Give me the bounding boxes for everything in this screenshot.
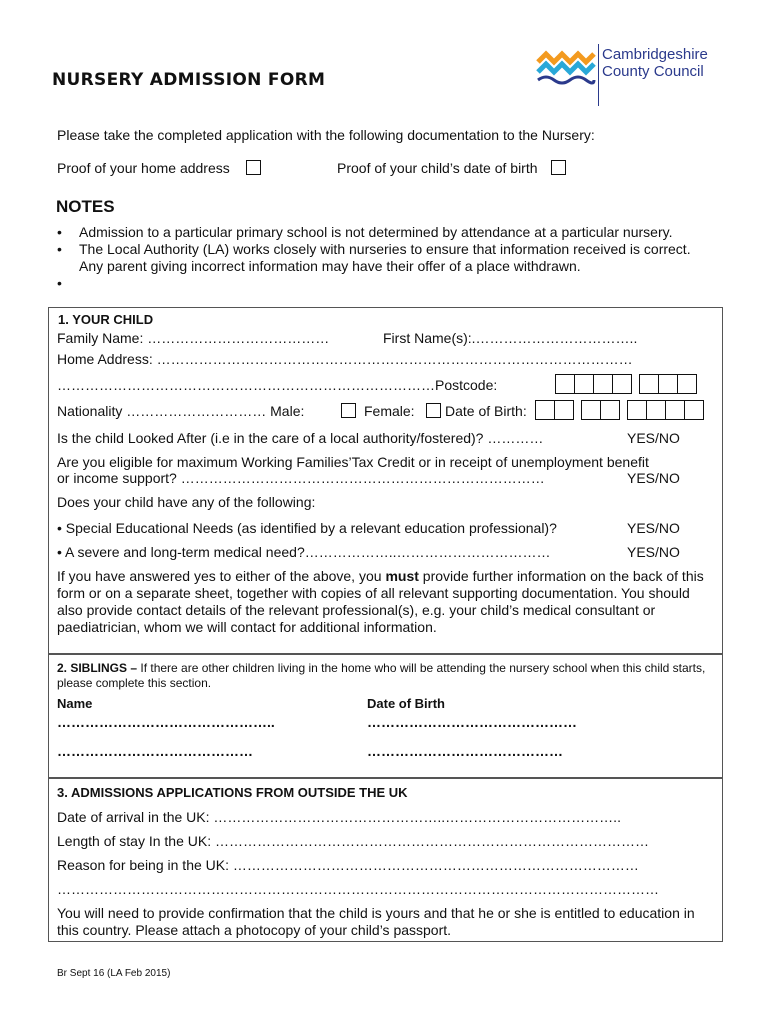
reason-field[interactable]: Reason for being in the UK: …………………………………………………………………………… bbox=[57, 857, 639, 873]
sen-answer[interactable]: YES/NO bbox=[627, 520, 680, 536]
following-question: Does your child have any of the following: bbox=[57, 494, 316, 510]
form-title: NURSERY ADMISSION FORM bbox=[52, 70, 326, 90]
female-checkbox[interactable] bbox=[426, 403, 441, 418]
para-bold: must bbox=[385, 568, 419, 584]
medical-label: A severe and long-term medical need?………………..…………………………… bbox=[65, 544, 551, 560]
proof-dob bbox=[337, 160, 566, 176]
proof-address-label: Proof of your home address bbox=[57, 160, 230, 176]
section-your-child bbox=[48, 307, 723, 654]
section1-heading: 1. YOUR CHILD bbox=[58, 312, 154, 327]
sibling-dob-header: Date of Birth bbox=[367, 696, 445, 711]
sen-question: • Special Educational Needs (as identified by a relevant education professional)? bbox=[57, 520, 557, 536]
first-names-field[interactable]: First Name(s):.…………………………….. bbox=[383, 330, 638, 346]
postcode-grid[interactable] bbox=[556, 374, 697, 394]
wtc-answer[interactable]: YES/NO bbox=[627, 470, 680, 486]
home-address-field[interactable]: Home Address: ………………………………………………………………………………………… bbox=[57, 351, 633, 367]
notes-heading: NOTES bbox=[56, 197, 115, 216]
footer-ref: Br Sept 16 (LA Feb 2015) bbox=[57, 968, 171, 979]
proof-dob-label: Proof of your child’s date of birth bbox=[337, 160, 538, 176]
note-item: • Admission to a particular primary school is not determined by attendance at a particular nursery. bbox=[57, 224, 717, 241]
council-logo-icon bbox=[536, 48, 596, 88]
proof-address-checkbox[interactable] bbox=[246, 160, 261, 175]
female-label: Female: bbox=[364, 403, 415, 419]
wtc-question-2: or income support? …………………………………………………………………… bbox=[57, 470, 545, 486]
reason-field-line2[interactable]: ………………………………………………………………………………………………………………… bbox=[57, 881, 659, 897]
intro-text: Please take the completed application with the following documentation to the Nursery: bbox=[57, 127, 595, 143]
council-logo bbox=[536, 44, 716, 108]
proof-dob-checkbox[interactable] bbox=[551, 160, 566, 175]
section-outside-uk bbox=[48, 778, 723, 942]
notes-list bbox=[57, 224, 717, 292]
arrival-date-field[interactable]: Date of arrival in the UK: …………………………………………..……………………………….. bbox=[57, 809, 621, 825]
looked-after-question: Is the child Looked After (i.e in the care of a local authority/fostered)? ………… bbox=[57, 430, 544, 446]
dob-grid[interactable] bbox=[536, 400, 704, 420]
medical-answer[interactable]: YES/NO bbox=[627, 544, 680, 560]
family-name-field[interactable]: Family Name: ………………………………… bbox=[57, 330, 330, 346]
nationality-field[interactable]: Nationality ………………………… Male: bbox=[57, 403, 305, 419]
section3-heading: 3. ADMISSIONS APPLICATIONS FROM OUTSIDE THE UK bbox=[57, 785, 408, 800]
section-siblings bbox=[48, 654, 723, 778]
logo-line1: Cambridgeshire bbox=[602, 46, 708, 63]
logo-line2: County Council bbox=[602, 63, 704, 80]
section2-title: 2. SIBLINGS – bbox=[57, 661, 138, 675]
medical-question: • A severe and long-term medical need?………………..…………………………… bbox=[57, 544, 551, 560]
looked-after-answer[interactable]: YES/NO bbox=[627, 430, 680, 446]
length-of-stay-field[interactable]: Length of stay In the UK: ………………………………………………………………………………… bbox=[57, 833, 649, 849]
sibling2-name-field[interactable]: …………………………………… bbox=[57, 743, 253, 759]
note-item: • The Local Authority (LA) works closely with nurseries to ensure that information received is correct. Any parent giving incorrect information may have their offer of a place withdrawn. bbox=[57, 241, 717, 275]
male-checkbox[interactable] bbox=[341, 403, 356, 418]
sibling-name-header: Name bbox=[57, 696, 93, 711]
para-post: provide further information on the back of this form or on a separate sheet, together with copies of all relevant supporting documentation. You should also provide contact details of the relevant professional(s), e.g. your child’s medical consultant or paediatrician, whom we will contact for additional information. bbox=[57, 568, 704, 635]
section2-heading bbox=[57, 661, 717, 691]
sibling2-dob-field[interactable]: …………………………………… bbox=[367, 743, 563, 759]
sen-label: Special Educational Needs (as identified by a relevant education professional)? bbox=[65, 520, 557, 536]
note-item-empty bbox=[57, 275, 717, 292]
proof-address bbox=[57, 160, 261, 176]
dob-label: Date of Birth: bbox=[445, 403, 527, 419]
sibling1-name-field[interactable]: ……………………………………….. bbox=[57, 714, 275, 730]
wtc-question-1: Are you eligible for maximum Working Families’Tax Credit or in receipt of unemployment benefit bbox=[57, 454, 649, 470]
address-line2-field[interactable]: ………………………………………………………………………Postcode: bbox=[57, 377, 498, 393]
further-info-paragraph bbox=[57, 568, 717, 636]
sibling1-dob-field[interactable]: ……………………………………… bbox=[367, 714, 577, 730]
passport-note: You will need to provide confirmation that the child is yours and that he or she is entitled to education in this country. Please attach a photocopy of your child’s passport. bbox=[57, 905, 695, 938]
para-pre: If you have answered yes to either of the above, you bbox=[57, 568, 386, 584]
section2-description: If there are other children living in the home who will be attending the nursery school when this child starts, please complete this section. bbox=[57, 661, 706, 690]
